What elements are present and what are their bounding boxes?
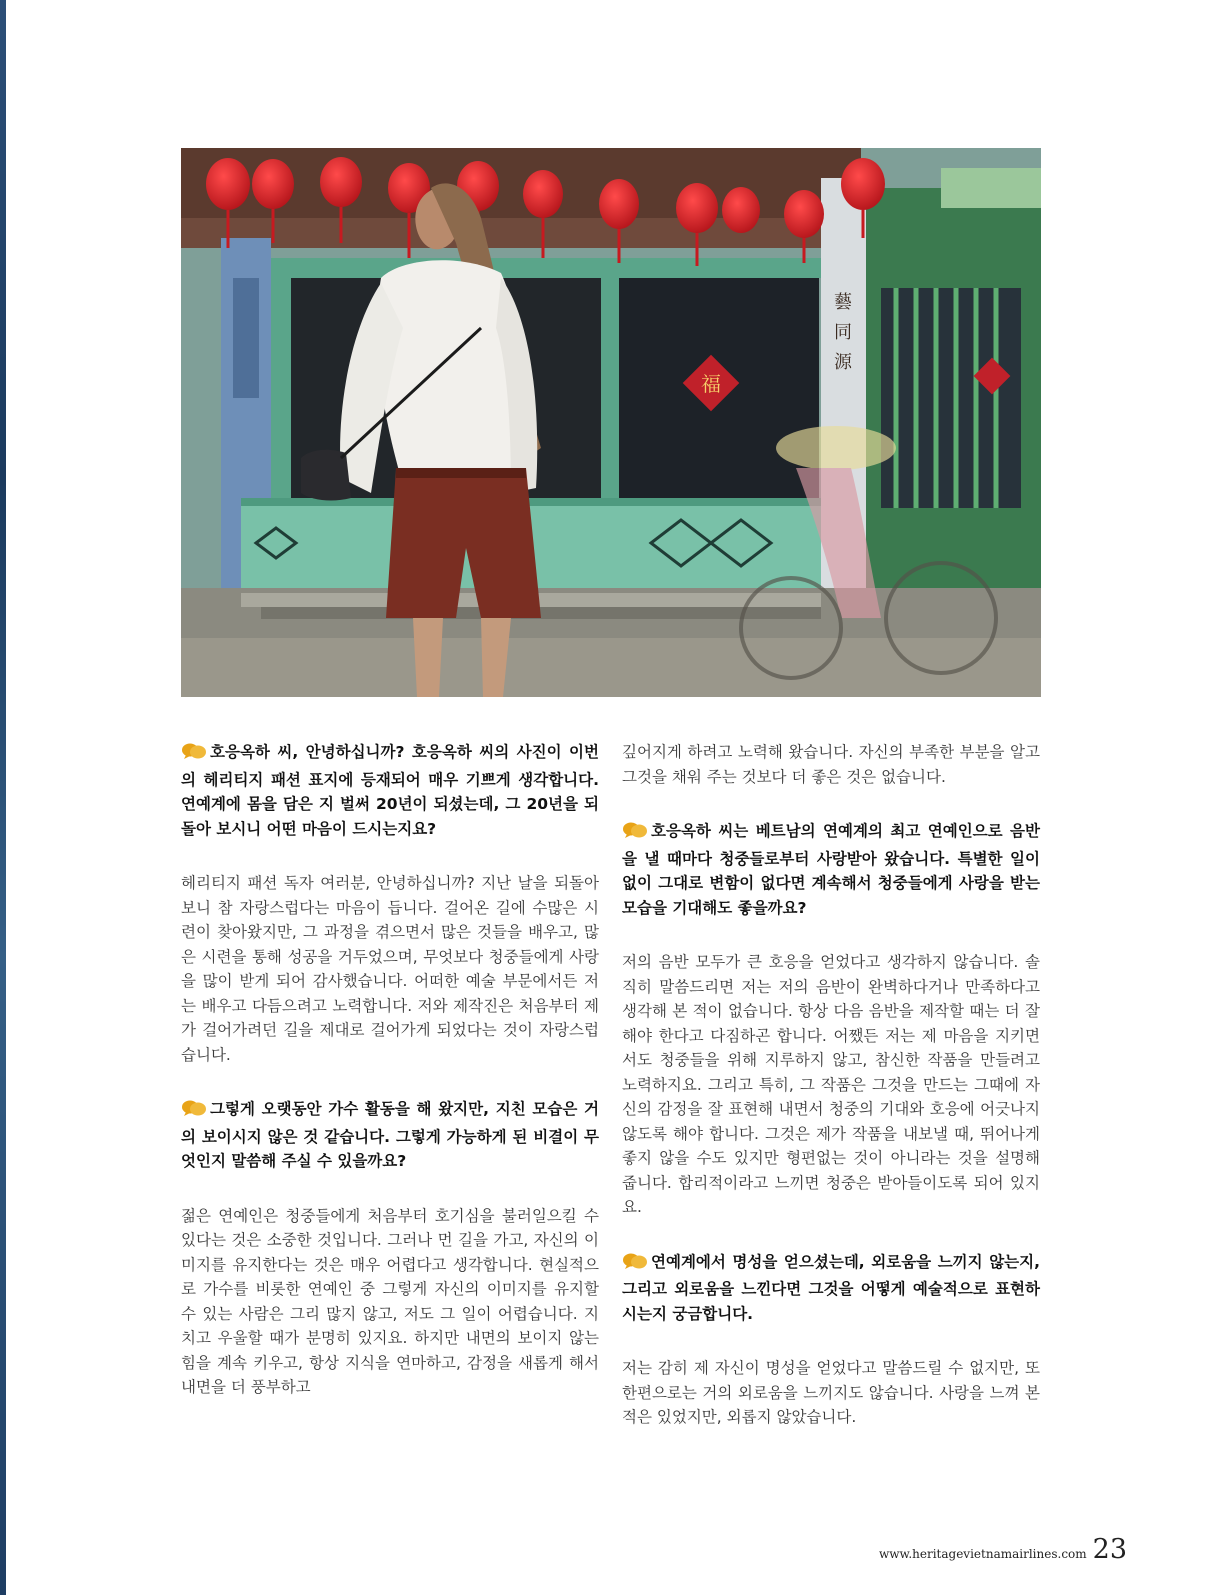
question-3: 호응옥하 씨는 베트남의 연예계의 최고 연예인으로 음반을 낼 때마다 청중들로부터 사랑받아 왔습니다. 특별한 일이 없이 그대로 변함이 없다면 계속해서 청중들에게 사랑을 받는 모습을 기대해도 좋을까요?	[622, 822, 1040, 917]
page-footer	[879, 1534, 1127, 1568]
answer-2: 젊은 연예인은 청중들에게 처음부터 호기심을 불러일으킬 수 있다는 것은 소중한 것입니다. 그러나 먼 길을 가고, 자신의 이미지를 유지한다는 것은 매우 어렵다고 생각합니다. 현실적으로 가수를 비롯한 연예인 중 그렇게 자신의 이미지를 유지할 수 있는 사람은 그리 많지 않고, 저도 그 일이 어렵습니다. 지치고 우울할 때가 분명히 있지요. 하지만 내면의 보이지 않는 힘을 계속 키우고, 항상 지식을 연마하고, 감정을 새롭게 해서 내면을 더 풍부하고	[181, 1206, 599, 1396]
sign-char-3: 源	[834, 352, 852, 373]
left-column	[181, 740, 599, 1430]
speech-bubble-icon	[181, 742, 207, 768]
footer-url[interactable]: www.heritagevietnamairlines.com	[878, 1547, 1087, 1561]
speech-bubble-icon	[622, 821, 648, 847]
answer-1: 헤리티지 패션 독자 여러분, 안녕하십니까? 지난 날을 되돌아보니 참 자랑스럽다는 마음이 듭니다. 걸어온 길에 수많은 시련이 찾아왔지만, 그 과정을 겪으면서 많은 것들을 배우고, 많은 시련을 통해 성공을 거두었으며, 무엇보다 청중들에게 사랑을 많이 받게 되어 감사했습니다. 어떠한 예술 부문에서든 저는 배우고 다듬으려고 노력합니다. 저와 제작진은 처음부터 제가 걸어가려던 길을 제대로 걸어가게 되었다는 것이 자랑스럽습니다.	[181, 874, 599, 1064]
svg-text:福: 福	[701, 372, 721, 396]
answer-4: 저는 감히 제 자신이 명성을 얻었다고 말씀드릴 수 없지만, 또 한편으로는 거의 외로움을 느끼지도 않습니다. 사랑을 느껴 본 적은 있었지만, 외롭지 않았습니다.	[622, 1359, 1040, 1426]
answer-3: 저의 음반 모두가 큰 호응을 얻었다고 생각하지 않습니다. 솔직히 말씀드리면 저는 저의 음반이 완벽하다거나 만족하다고 생각해 본 적이 없습니다. 항상 다음 음반을 제작할 때는 더 잘해야 한다고 다짐하곤 합니다. 어쨌든 저는 제 마음을 지키면서도 청중들을 위해 지루하지 않고, 참신한 작품을 만들려고 노력하지요. 그리고 특히, 그 작품은 그것을 만드는 그때에 자신의 감정을 잘 표현해 내면서 청중의 기대와 호응에 어긋나지 않도록 해야 합니다. 그것은 제가 작품을 내보낼 때, 뛰어나게 좋지 않을 수도 있지만 형편없는 것이 아니라는 것을 설명해 줍니다. 합리적이라고 느끼면 청중은 받아들이도록 되어 있지요.	[622, 953, 1040, 1216]
speech-bubble-icon	[622, 1252, 648, 1278]
page-edge-strip	[0, 0, 6, 1595]
answer-2-continued: 깊어지게 하려고 노력해 왔습니다. 자신의 부족한 부분을 알고 그것을 채워 주는 것보다 더 좋은 것은 없습니다.	[622, 743, 1040, 786]
sign-char-2: 同	[834, 322, 852, 343]
question-4: 연예계에서 명성을 얻으셨는데, 외로움을 느끼지 않는지, 그리고 외로움을 느낀다면 그것을 어떻게 예술적으로 표현하시는지 궁금합니다.	[622, 1252, 1040, 1323]
right-column	[622, 740, 1040, 1460]
question-1: 호응옥하 씨, 안녕하십니까? 호응옥하 씨의 사진이 이번의 헤리티지 패션 표지에 등재되어 매우 기쁘게 생각합니다. 연예계에 몸을 담은 지 벌써 20년이 되셨는데, 그 20년을 되돌아 보시니 어떤 마음이 드시는지요?	[181, 743, 599, 838]
question-2: 그렇게 오랫동안 가수 활동을 해 왔지만, 지친 모습은 거의 보이시지 않은 것 같습니다. 그렇게 가능하게 된 비결이 무엇인지 말씀해 주실 수 있을까요?	[181, 1100, 599, 1170]
speech-bubble-icon	[181, 1099, 207, 1125]
cover-photo	[181, 148, 1041, 697]
page-number: 23	[1092, 1534, 1127, 1565]
sign-char-1: 藝	[834, 292, 852, 313]
